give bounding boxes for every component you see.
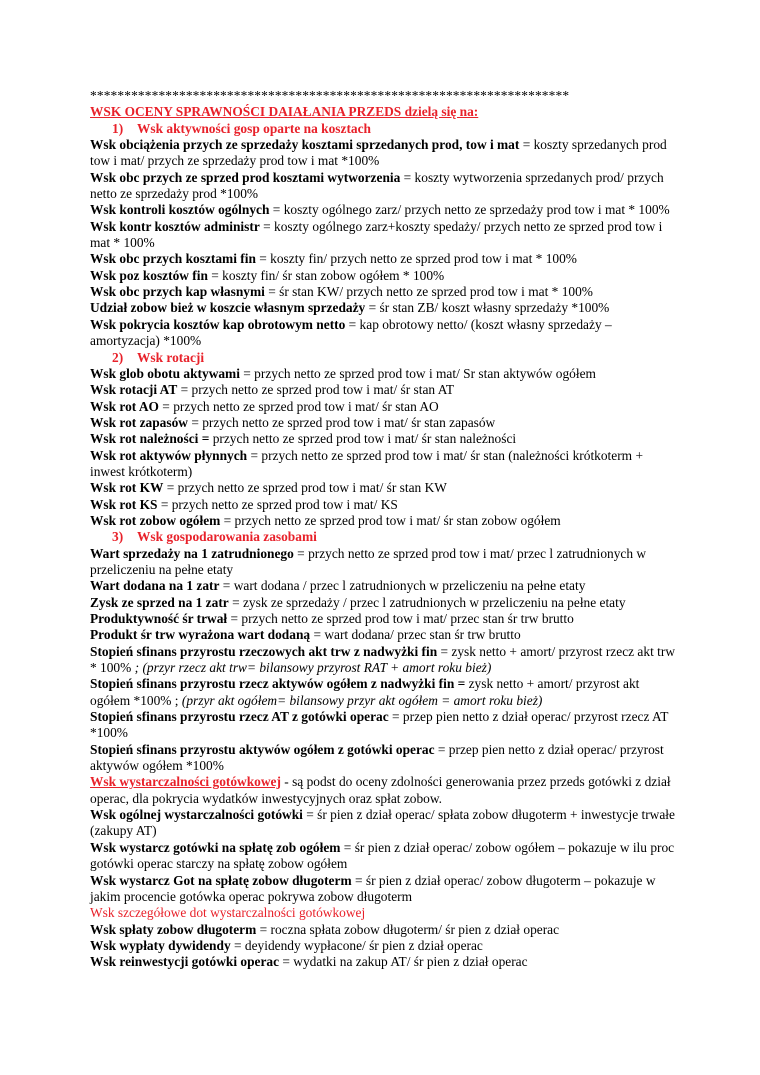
indicator-entry	[90, 251, 680, 267]
indicator-formula: = wydatki na zakup AT/ śr pien z dział operac	[279, 954, 528, 970]
indicator-entry	[90, 595, 680, 611]
indicator-entry	[90, 807, 680, 840]
indicator-formula: = śr pien z dział operac/ spłata zobow długoterm + inwestycje trwałe (zakupy AT)	[90, 807, 675, 839]
indicator-formula: = przych netto ze sprzed prod tow i mat/ śr stan KW	[163, 480, 447, 496]
indicator-formula: = roczna spłata zobow długoterm/ śr pien z dział operac	[256, 921, 560, 937]
indicator-entry	[90, 611, 680, 627]
indicator-formula: = zysk netto + amort/ przyrost rzecz akt trw * 100%	[90, 643, 675, 676]
indicator-entry	[90, 644, 680, 677]
section-heading-2	[90, 350, 680, 366]
indicator-name: Wsk obc przych kap własnymi	[90, 284, 265, 300]
indicator-note: (przyr akt ogółem= bilansowy przyr akt ogółem = amort roku bież)	[181, 692, 543, 708]
indicator-entry	[90, 448, 680, 481]
indicator-name: Wsk wystarcz gotówki na spłatę zob ogółem	[90, 839, 341, 855]
indicator-entry	[90, 431, 680, 447]
section-number: 3)	[112, 529, 124, 545]
indicator-name: Produkt śr trw wyrażona wart dodaną	[90, 627, 311, 643]
indicator-name: Stopień sfinans przyrostu rzeczowych akt trw z nadwyżki fin	[90, 643, 438, 659]
indicator-entry	[90, 300, 680, 316]
indicator-name: Stopień sfinans przyrostu rzecz aktywów ogółem z nadwyżki fin =	[90, 676, 466, 692]
indicator-name: Wsk rot KW	[90, 480, 164, 496]
indicator-formula: = przych netto ze sprzed prod tow i mat/ śr stan zapasów	[187, 414, 496, 430]
indicator-formula: = przych netto ze sprzed prod tow i mat/ śr stan zobow ogółem	[220, 512, 561, 528]
indicator-formula: = kap obrotowy netto/ (koszt własny sprzedaży – amortyzacja) *100%	[90, 316, 612, 349]
indicator-name: Wsk rot AO	[90, 398, 159, 414]
detail-indicators-list	[90, 922, 680, 971]
indicator-entry	[90, 922, 680, 938]
indicator-formula: zysk netto + amort/ przyrost akt ogółem *100% ;	[90, 676, 640, 708]
indicator-entry	[90, 399, 680, 415]
indicator-entry	[90, 709, 680, 742]
indicator-name: Wart dodana na 1 zatr	[90, 578, 220, 594]
indicator-formula: = przych netto ze sprzed prod tow i mat/ śr stan (należności krótkoterm + inwest krótkoterm)	[90, 447, 643, 479]
indicator-formula: = koszty ogólnego zarz/ przych netto ze sprzedaży prod tow i mat * 100%	[269, 202, 670, 218]
indicator-entry	[90, 317, 680, 350]
section-title: Wsk rotacji	[137, 349, 205, 365]
document-heading: WSK OCENY SPRAWNOŚCI DAIAŁANIA PRZEDS dzielą się na:	[90, 104, 479, 120]
detail-indicators-heading: Wsk szczegółowe dot wystarczalności gotówkowej	[90, 905, 366, 921]
indicator-entry	[90, 219, 680, 252]
indicator-entry	[90, 366, 680, 382]
indicator-formula: = zysk ze sprzedaży / przec l zatrudnionych w przeliczeniu na pełne etaty	[228, 594, 626, 610]
section-number: 1)	[112, 120, 124, 136]
indicator-formula: przych netto ze sprzed prod tow i mat/ śr stan należności	[209, 431, 517, 447]
indicator-name: Wsk rotacji AT	[90, 382, 178, 398]
indicator-entry	[90, 202, 680, 218]
indicator-name: Wsk wystarcz Got na spłatę zobow długoterm	[90, 872, 352, 888]
indicator-name: Wsk rot należności =	[90, 431, 210, 447]
indicator-name: Stopień sfinans przyrostu aktywów ogółem z gotówki operac	[90, 741, 435, 757]
indicator-formula: = przych netto ze sprzed prod tow i mat/ śr stan AT	[177, 382, 455, 398]
indicator-entry	[90, 268, 680, 284]
indicator-name: Wsk wypłaty dywidendy	[90, 937, 231, 953]
indicator-name: Wsk ogólnej wystarczalności gotówki	[90, 807, 303, 823]
cash-sufficiency-label: Wsk wystarczalności gotówkowej	[90, 774, 281, 790]
indicator-entry	[90, 480, 680, 496]
indicator-name: Wart sprzedaży na 1 zatrudnionego	[90, 545, 294, 561]
indicator-formula: = śr stan ZB/ koszt własny sprzedaży *100%	[365, 300, 610, 316]
cash-sufficiency-intro	[90, 774, 680, 807]
indicator-name: Wsk rot zapasów	[90, 414, 188, 430]
section-title: Wsk gospodarowania zasobami	[137, 529, 317, 545]
indicator-formula: = śr stan KW/ przych netto ze sprzed prod tow i mat * 100%	[264, 284, 593, 300]
indicator-formula: = przych netto ze sprzed prod tow i mat/ przec stan śr trw brutto	[227, 611, 574, 626]
indicator-name: Wsk rot aktywów płynnych	[90, 447, 248, 463]
indicator-formula: = koszty fin/ przych netto ze sprzed prod tow i mat * 100%	[255, 251, 577, 267]
section-number: 2)	[112, 349, 124, 365]
indicator-name: Wsk obciążenia przych ze sprzedaży kosztami sprzedanych prod, tow i mat	[90, 137, 520, 153]
indicator-entry	[90, 497, 680, 513]
indicator-entry	[90, 578, 680, 594]
section-title: Wsk aktywności gosp oparte na kosztach	[137, 120, 371, 136]
indicator-entry	[90, 284, 680, 300]
indicator-name: Wsk poz kosztów fin	[90, 267, 208, 283]
indicator-name: Wsk rot KS	[90, 496, 158, 512]
indicator-formula: = przych netto ze sprzed prod tow i mat/ śr stan AO	[158, 398, 439, 414]
indicator-formula: = przych netto ze sprzed prod tow i mat/ przec l zatrudnionych w przeliczeniu na pełne etaty	[90, 545, 647, 577]
indicator-entry	[90, 546, 680, 579]
indicator-name: Wsk kontroli kosztów ogólnych	[90, 202, 270, 218]
indicator-entry	[90, 954, 680, 970]
indicator-formula: = przych netto ze sprzed prod tow i mat/ KS	[157, 496, 398, 512]
indicator-formula: = koszty fin/ śr stan zobow ogółem * 100%	[207, 267, 445, 283]
indicator-name: Wsk reinwestycji gotówki operac	[90, 954, 280, 970]
indicator-entry	[90, 938, 680, 954]
indicator-entry	[90, 415, 680, 431]
indicator-entry	[90, 676, 680, 709]
indicator-formula: = przych netto ze sprzed prod tow i mat/ Sr stan aktywów ogółem	[239, 365, 596, 381]
indicator-formula: = śr pien z dział operac/ zobow ogółem – pokazuje w ilu proc gotówki operac starczy na spłatę zobow ogółem	[90, 839, 675, 872]
indicator-formula: = wart dodana/ przec stan śr trw brutto	[310, 627, 521, 643]
indicator-formula: = koszty wytworzenia sprzedanych prod/ przych netto ze sprzedaży prod *100%	[90, 169, 664, 202]
indicator-entry	[90, 627, 680, 643]
separator-line: **********************************************************************	[90, 88, 570, 103]
indicator-note: ; (przyr rzecz akt trw= bilansowy przyrost RAT + amort roku bież)	[134, 660, 492, 676]
indicator-entry	[90, 513, 680, 529]
indicator-name: Produktywność śr trwał	[90, 611, 228, 626]
indicator-formula: = deyidendy wypłacone/ śr pien z dział operac	[230, 937, 483, 953]
cash-sufficiency-description: - są podst do oceny zdolności generowania przez przeds gotówki z dział operac, dla pokrycia wydatków inwestycyjnych oraz spłat zobow.	[90, 774, 671, 806]
indicator-formula: = koszty ogólnego zarz+koszty spedaży/ przych netto ze sprzed prod tow i mat * 100%	[90, 218, 663, 251]
section-2-list	[90, 366, 680, 529]
section-heading-1	[90, 121, 680, 137]
indicator-name: Wsk kontr kosztów administr	[90, 218, 260, 234]
indicator-name: Wsk spłaty zobow długoterm	[90, 921, 257, 937]
indicator-name: Wsk obc przych ze sprzed prod kosztami wytworzenia	[90, 169, 401, 185]
indicator-entry	[90, 382, 680, 398]
indicator-entry	[90, 137, 680, 170]
indicator-entry	[90, 170, 680, 203]
indicator-entry	[90, 840, 680, 873]
document-page	[90, 88, 680, 971]
indicator-name: Stopień sfinans przyrostu rzecz AT z gotówki operac	[90, 709, 389, 725]
section-3-list	[90, 546, 680, 775]
section-heading-3	[90, 529, 680, 545]
indicator-formula: = wart dodana / przec l zatrudnionych w przeliczeniu na pełne etaty	[219, 578, 586, 594]
indicator-name: Wsk glob obotu aktywami	[90, 365, 240, 381]
indicator-name: Wsk pokrycia kosztów kap obrotowym netto	[90, 316, 346, 332]
cash-sufficiency-list	[90, 807, 680, 905]
indicator-formula: = śr pien z dział operac/ zobow długoterm – pokazuje w jakim procencie gotówka operac pokrywa zobow długoterm	[90, 872, 656, 904]
section-1-list	[90, 137, 680, 349]
indicator-name: Udział zobow bież w koszcie własnym sprzedaży	[90, 300, 366, 316]
indicator-formula: = przep pien netto z dział operac/ przyrost rzecz AT *100%	[90, 709, 669, 741]
indicator-entry	[90, 742, 680, 775]
indicator-entry	[90, 873, 680, 906]
indicator-name: Wsk rot zobow ogółem	[90, 512, 221, 528]
indicator-name: Wsk obc przych kosztami fin	[90, 251, 256, 267]
indicator-formula: = koszty sprzedanych prod tow i mat/ przych ze sprzedaży prod tow i mat *100%	[90, 137, 667, 169]
indicator-name: Zysk ze sprzed na 1 zatr	[90, 594, 229, 610]
indicator-formula: = przep pien netto z dział operac/ przyrost aktywów ogółem *100%	[90, 741, 664, 774]
